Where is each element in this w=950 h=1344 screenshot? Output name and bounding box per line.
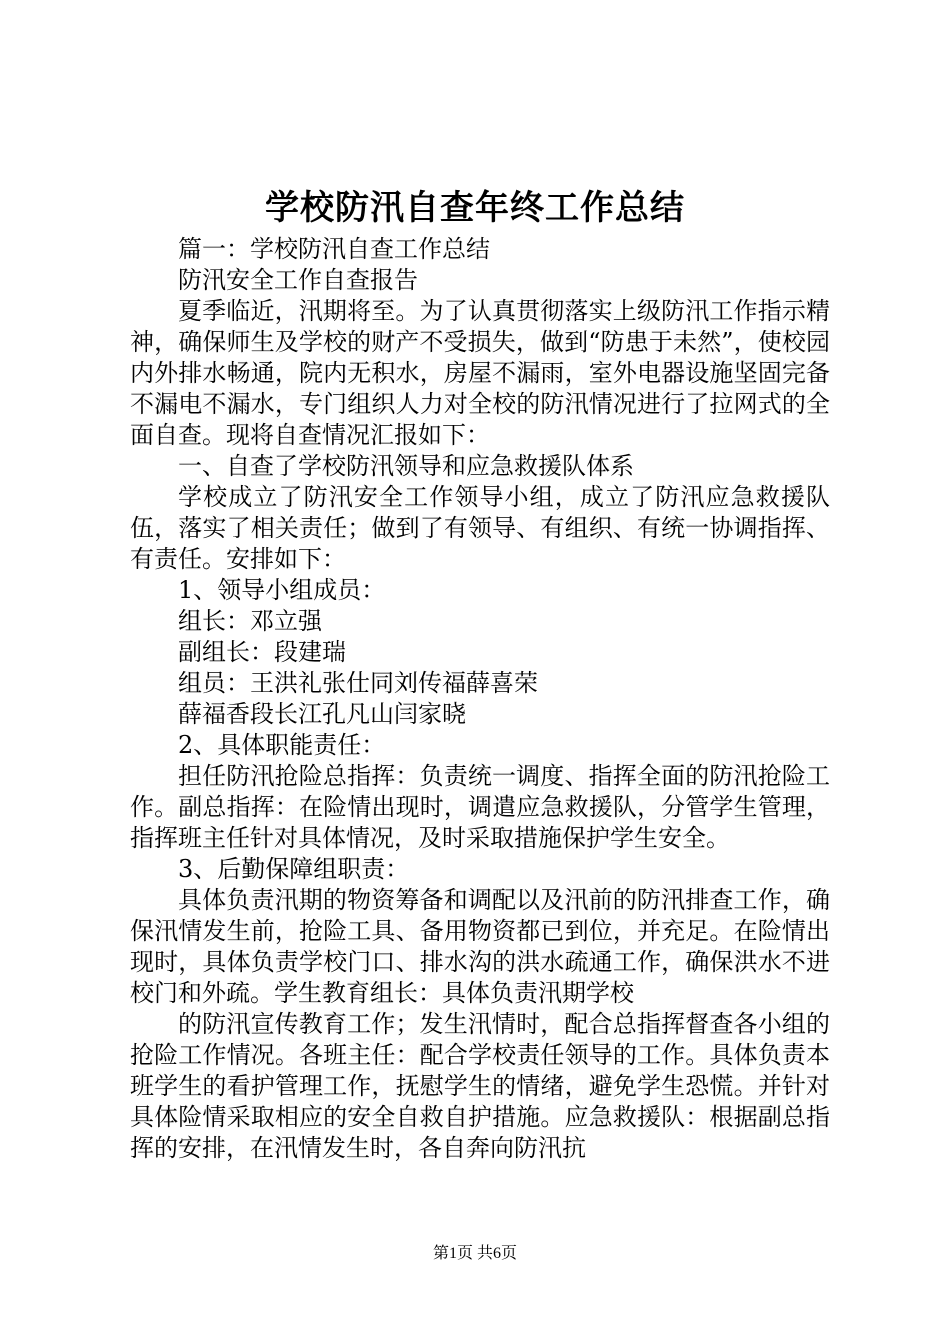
- paragraph: 夏季临近，汛期将至。为了认真贯彻落实上级防汛工作指示精神，确保师生及学校的财产不受损失，做到“防患于未然”，使校园内外排水畅通，院内无积水，房屋不漏雨，室外电器设施坚固完备不漏电不漏水，专门组织人力对全校的防汛情况进行了拉网式的全面自查。现将自查情况汇报如下：: [130, 297, 830, 449]
- paragraph: 学校成立了防汛安全工作领导小组，成立了防汛应急救援队伍，落实了相关责任；做到了有领导、有组织、有统一协调指挥、有责任。安排如下：: [130, 483, 830, 573]
- paragraph: 组员：王洪礼张仕同刘传福薛喜荣: [178, 669, 538, 697]
- paragraph: 组长：邓立强: [178, 607, 322, 635]
- paragraph: 的防汛宣传教育工作；发生汛情时，配合总指挥督查各小组的抢险工作情况。各班主任：配合学校责任领导的工作。具体负责本班学生的看护管理工作，抚慰学生的情绪，避免学生恐慌。并针对具体险情采取相应的安全自救自护措施。应急救援队：根据副总指挥的安排，在汛情发生时，各自奔向防汛抗: [130, 1010, 830, 1162]
- paragraph: 薛福香段长江孔凡山闫家晓: [178, 700, 466, 728]
- paragraph: 2、具体职能责任：: [178, 731, 386, 759]
- paragraph: 具体负责汛期的物资筹备和调配以及汛前的防汛排查工作，确保汛情发生前，抢险工具、备用物资都已到位，并充足。在险情出现时，具体负责学校门口、排水沟的洪水疏通工作，确保洪水不进校门和外疏。学生教育组长：具体负责汛期学校: [130, 886, 830, 1007]
- paragraph: 3、后勤保障组职责：: [178, 855, 410, 883]
- page-footer: 第1页 共6页: [432, 1245, 517, 1262]
- paragraph: 1、领导小组成员：: [178, 576, 386, 604]
- section-heading: 一、自查了学校防汛领导和应急救援队体系: [178, 452, 634, 480]
- paragraph: 篇一：学校防汛自查工作总结: [178, 235, 490, 263]
- paragraph: 担任防汛抢险总指挥：负责统一调度、指挥全面的防汛抢险工作。副总指挥：在险情出现时，调遣应急救援队，分管学生管理，指挥班主任针对具体情况，及时采取措施保护学生安全。: [130, 762, 830, 852]
- document-body: [130, 234, 830, 1164]
- document-title: 学校防汛自查年终工作总结: [265, 188, 685, 228]
- paragraph: 防汛安全工作自查报告: [178, 266, 418, 294]
- paragraph: 副组长：段建瑞: [178, 638, 346, 666]
